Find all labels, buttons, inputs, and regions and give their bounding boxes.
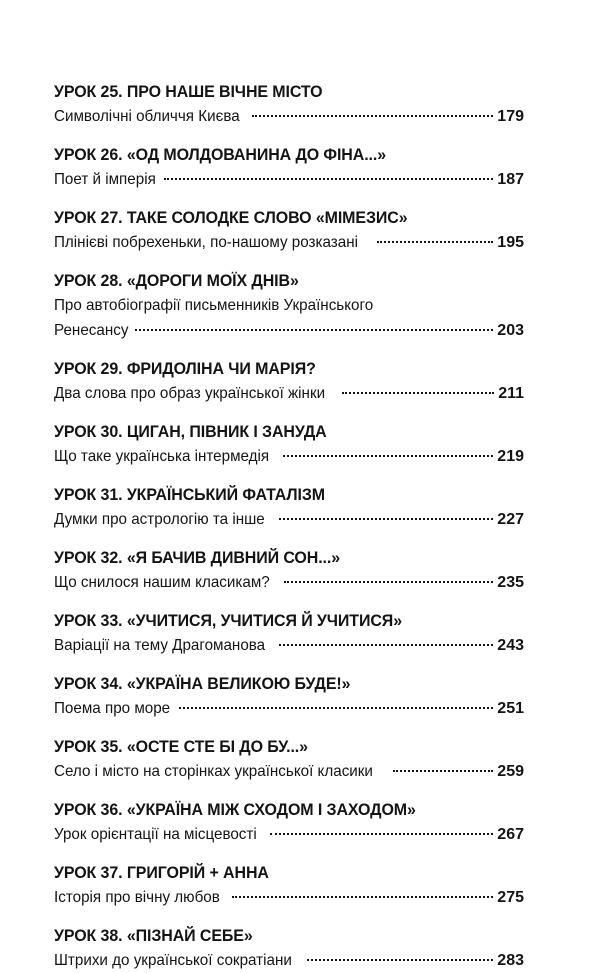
toc-entry-subtitle-line — [54, 230, 524, 255]
toc-entry-subtitle-line — [54, 381, 524, 406]
dot-leader — [252, 115, 493, 117]
toc-entry-lesson-33[interactable] — [54, 609, 524, 658]
toc-entry-page-number: 195 — [497, 234, 524, 251]
dot-leader — [135, 329, 493, 331]
toc-entry-page-number: 211 — [498, 385, 524, 402]
dot-leader — [270, 833, 493, 835]
toc-entry-subtitle-line — [54, 318, 524, 343]
toc-entry-page-number: 235 — [497, 574, 524, 591]
dot-leader — [232, 896, 494, 898]
toc-entry-subtitle: Про автобіографії письменників Українського — [54, 297, 374, 314]
toc-entry-subtitle-line — [54, 822, 524, 847]
toc-entry-lesson-27[interactable] — [54, 206, 524, 255]
toc-entry-page-number: 203 — [497, 322, 524, 339]
toc-entry-subtitle: Плінієві побрехеньки, по-нашому розказані — [54, 234, 358, 251]
toc-entry-heading: УРОК 34. «УКРАЇНА ВЕЛИКОЮ БУДЕ!» — [54, 674, 351, 693]
toc-entry-subtitle-line — [54, 633, 524, 658]
toc-entry-subtitle-line — [54, 104, 524, 129]
toc-entry-lesson-30[interactable] — [54, 420, 524, 469]
toc-entry-heading: УРОК 32. «Я БАЧИВ ДИВНИЙ СОН...» — [54, 548, 341, 567]
toc-entry-heading: УРОК 25. ПРО НАШЕ ВІЧНЕ МІСТО — [54, 82, 323, 101]
toc-entry-heading: УРОК 37. ГРИГОРІЙ + АННА — [54, 863, 269, 882]
toc-entry-subtitle-continued: Ренесансу — [54, 322, 129, 339]
toc-entry-heading: УРОК 29. ФРИДОЛІНА ЧИ МАРІЯ? — [54, 359, 316, 378]
toc-entry-subtitle: Думки про астрологію та інше — [54, 511, 265, 528]
toc-entry-subtitle-line — [54, 167, 524, 192]
toc-entry-page-number: 283 — [497, 952, 524, 969]
toc-entry-lesson-36[interactable] — [54, 798, 524, 847]
dot-leader — [307, 959, 493, 961]
toc-entry-subtitle: Історія про вічну любов — [54, 889, 220, 906]
toc-entry-subtitle: Що снилося нашим класикам? — [54, 574, 270, 591]
toc-entry-heading: УРОК 30. ЦИГАН, ПІВНИК І ЗАНУДА — [54, 422, 327, 441]
toc-entry-lesson-28[interactable] — [54, 269, 524, 343]
toc-entry-heading: УРОК 31. УКРАЇНСЬКИЙ ФАТАЛІЗМ — [54, 485, 326, 504]
dot-leader — [342, 392, 494, 394]
toc-entry-lesson-25[interactable] — [54, 80, 524, 129]
toc-entry-heading: УРОК 26. «ОД МОЛДОВАНИНА ДО ФІНА...» — [54, 145, 387, 164]
toc-entry-heading: УРОК 38. «ПІЗНАЙ СЕБЕ» — [54, 926, 253, 945]
table-of-contents — [54, 80, 524, 973]
toc-entry-lesson-26[interactable] — [54, 143, 524, 192]
toc-entry-subtitle: Поема про море — [54, 700, 171, 717]
toc-entry-subtitle-line — [54, 885, 524, 910]
dot-leader — [279, 644, 493, 646]
toc-entry-heading: УРОК 36. «УКРАЇНА МІЖ СХОДОМ І ЗАХОДОМ» — [54, 800, 416, 819]
toc-entry-lesson-35[interactable] — [54, 735, 524, 784]
toc-entry-subtitle: Село і місто на сторінках української класики — [54, 763, 373, 780]
dot-leader — [283, 455, 493, 457]
toc-entry-page-number: 267 — [497, 826, 524, 843]
toc-entry-subtitle: Варіації на тему Драгоманова — [54, 637, 266, 654]
toc-entry-subtitle-line — [54, 759, 524, 784]
toc-entry-lesson-31[interactable] — [54, 483, 524, 532]
toc-entry-page-number: 227 — [497, 511, 524, 528]
toc-entry-subtitle-line — [54, 696, 524, 721]
toc-entry-subtitle: Символічні обличчя Києва — [54, 108, 240, 125]
toc-entry-subtitle-line — [54, 570, 524, 595]
toc-entry-lesson-34[interactable] — [54, 672, 524, 721]
toc-entry-subtitle: Урок орієнтації на місцевості — [54, 826, 257, 843]
toc-entry-heading: УРОК 27. ТАКЕ СОЛОДКЕ СЛОВО «МІМЕЗИС» — [54, 208, 408, 227]
toc-entry-page-number: 275 — [497, 889, 524, 906]
toc-entry-subtitle-line — [54, 948, 524, 973]
toc-entry-page-number: 243 — [497, 637, 524, 654]
toc-entry-subtitle: Що таке українська інтермедія — [54, 448, 270, 465]
toc-entry-heading: УРОК 35. «ОСТЕ СТЕ БІ ДО БУ...» — [54, 737, 308, 756]
toc-entry-page-number: 259 — [497, 763, 524, 780]
dot-leader — [377, 241, 493, 243]
toc-entry-subtitle: Поет й імперія — [54, 171, 156, 188]
toc-entry-subtitle-line — [54, 507, 524, 532]
toc-entry-heading: УРОК 33. «УЧИТИСЯ, УЧИТИСЯ Й УЧИТИСЯ» — [54, 611, 402, 630]
toc-entry-heading: УРОК 28. «ДОРОГИ МОЇХ ДНІВ» — [54, 271, 299, 290]
dot-leader — [164, 178, 493, 180]
toc-entry-subtitle: Штрихи до української сократіани — [54, 952, 292, 969]
toc-entry-page-number: 251 — [497, 700, 524, 717]
toc-entry-subtitle-line — [54, 444, 524, 469]
dot-leader — [279, 518, 493, 520]
toc-entry-lesson-32[interactable] — [54, 546, 524, 595]
dot-leader — [179, 707, 493, 709]
toc-entry-page-number: 219 — [497, 448, 524, 465]
dot-leader — [393, 770, 494, 772]
toc-entry-lesson-37[interactable] — [54, 861, 524, 910]
toc-entry-page-number: 179 — [497, 108, 524, 125]
toc-entry-lesson-29[interactable] — [54, 357, 524, 406]
toc-entry-lesson-38[interactable] — [54, 924, 524, 973]
dot-leader — [284, 581, 493, 583]
toc-entry-page-number: 187 — [497, 171, 524, 188]
toc-entry-subtitle: Два слова про образ української жінки — [54, 385, 326, 402]
